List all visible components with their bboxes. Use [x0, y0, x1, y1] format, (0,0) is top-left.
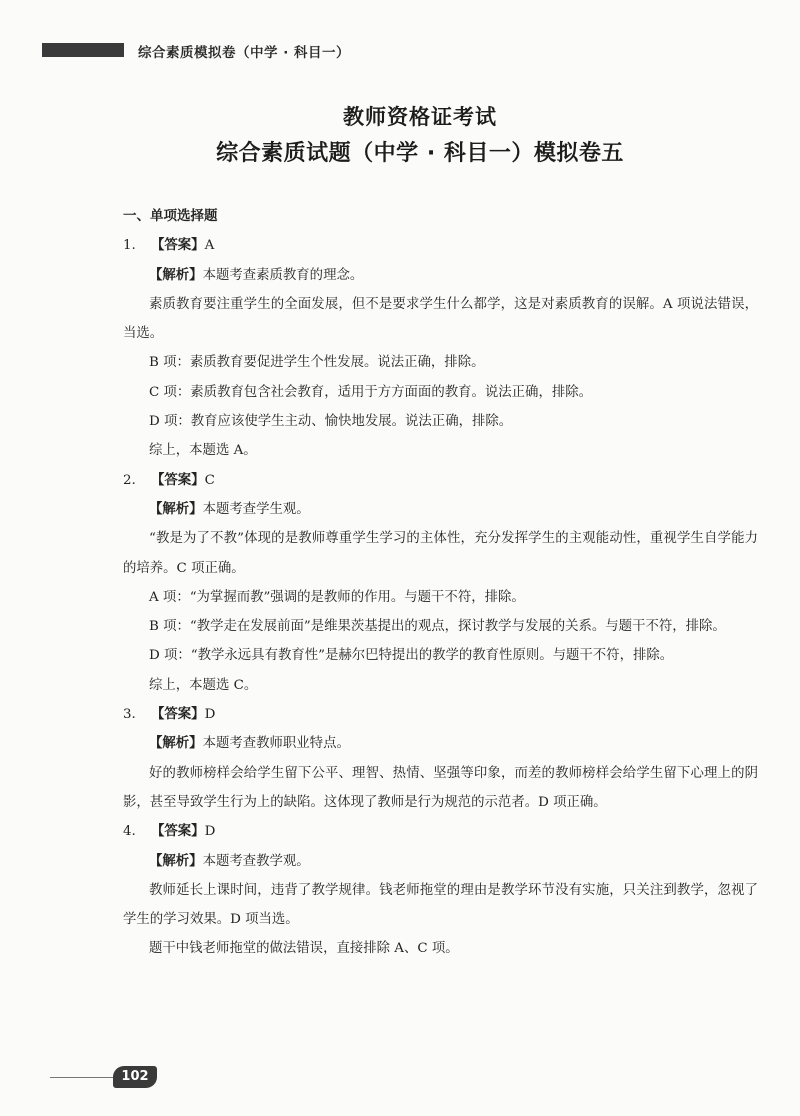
answer-tag: 【答案】 [151, 238, 205, 254]
question-number: 2. [123, 472, 136, 488]
question-1-conclusion: 综上，本题选 A。 [149, 443, 257, 459]
answer-tag: 【答案】 [151, 472, 205, 488]
question-2-analysis [123, 495, 758, 524]
question-1-answer [123, 231, 758, 260]
analysis-text: 本题考查教师职业特点。 [202, 736, 350, 752]
question-2-answer [123, 466, 758, 495]
page-title-line2: 综合素质试题（中学 · 科目一）模拟卷五 [216, 141, 624, 166]
question-4-answer [123, 817, 758, 846]
answer-tag: 【答案】 [151, 824, 205, 840]
answer-value: A [204, 238, 215, 254]
analysis-tag: 【解析】 [149, 736, 203, 752]
question-4-paragraph: 教师延长上课时间，违背了教学规律。钱老师拖堂的理由是教学环节没有实施，只关注到教学，忽视了学生的学习效果。D 项当选。 [123, 882, 758, 928]
header-bar [42, 43, 124, 57]
question-3-paragraph: 好的教师榜样会给学生留下公平、理智、热情、坚强等印象，而差的教师榜样会给学生留下心理上的阴影，甚至导致学生行为上的缺陷。这体现了教师是行为规范的示范者。D 项正确。 [123, 765, 758, 810]
question-1-item: D 项：教育应该使学生主动、愉快地发展。说法正确，排除。 [149, 414, 513, 430]
question-1-item: C 项：素质教育包含社会教育，适用于方方面面的教育。说法正确，排除。 [149, 384, 592, 400]
running-header: 综合素质模拟卷（中学 · 科目一） [138, 45, 351, 61]
analysis-text: 本题考查学生观。 [202, 501, 310, 517]
question-number: 4. [123, 824, 136, 840]
analysis-tag: 【解析】 [149, 853, 203, 869]
question-4-item: 题干中钱老师拖堂的做法错误，直接排除 A、C 项。 [149, 941, 459, 957]
analysis-tag: 【解析】 [149, 501, 203, 517]
question-2-paragraph: D 项：“教学永远具有教育性”是赫尔巴特提出的教学的教育性原则。与题干不符，排除。 [149, 648, 674, 664]
footer-rule [50, 1077, 115, 1078]
page-number: 102 [113, 1066, 157, 1088]
answer-tag: 【答案】 [151, 707, 205, 723]
question-1-paragraph: 素质教育要注重学生的全面发展，但不是要求学生什么都学，这是对素质教育的误解。A 项说法错误，当选。 [123, 296, 758, 342]
question-2-paragraph: “教是为了不教”体现的是教师尊重学生学习的主体性，充分发挥学生的主观能动性，重视学生自学能力的培养。C 项正确。 [123, 531, 758, 576]
question-2-paragraph: B 项：“教学走在发展前面”是维果茨基提出的观点，探讨教学与发展的关系。与题干不符，排除。 [149, 619, 726, 635]
question-1-analysis [123, 261, 758, 290]
answer-value: C [204, 472, 215, 488]
section-heading: 一、单项选择题 [123, 208, 218, 224]
question-4-analysis [123, 847, 758, 876]
question-2-conclusion: 综上，本题选 C。 [149, 677, 258, 693]
analysis-text: 本题考查素质教育的理念。 [202, 267, 364, 283]
answer-value: D [204, 824, 216, 840]
question-3-analysis [123, 729, 758, 758]
question-number: 3. [123, 707, 136, 723]
analysis-tag: 【解析】 [149, 267, 203, 283]
question-1-item: B 项：素质教育要促进学生个性发展。说法正确，排除。 [149, 355, 485, 371]
answer-value: D [204, 707, 216, 723]
question-3-answer [123, 700, 758, 729]
answer-content [123, 202, 758, 964]
question-2-item: A 项：“为掌握而教”强调的是教师的作用。与题干不符，排除。 [149, 589, 525, 605]
analysis-text: 本题考查教学观。 [202, 853, 310, 869]
question-number: 1. [123, 238, 136, 254]
page-title-line1: 教师资格证考试 [343, 105, 497, 129]
